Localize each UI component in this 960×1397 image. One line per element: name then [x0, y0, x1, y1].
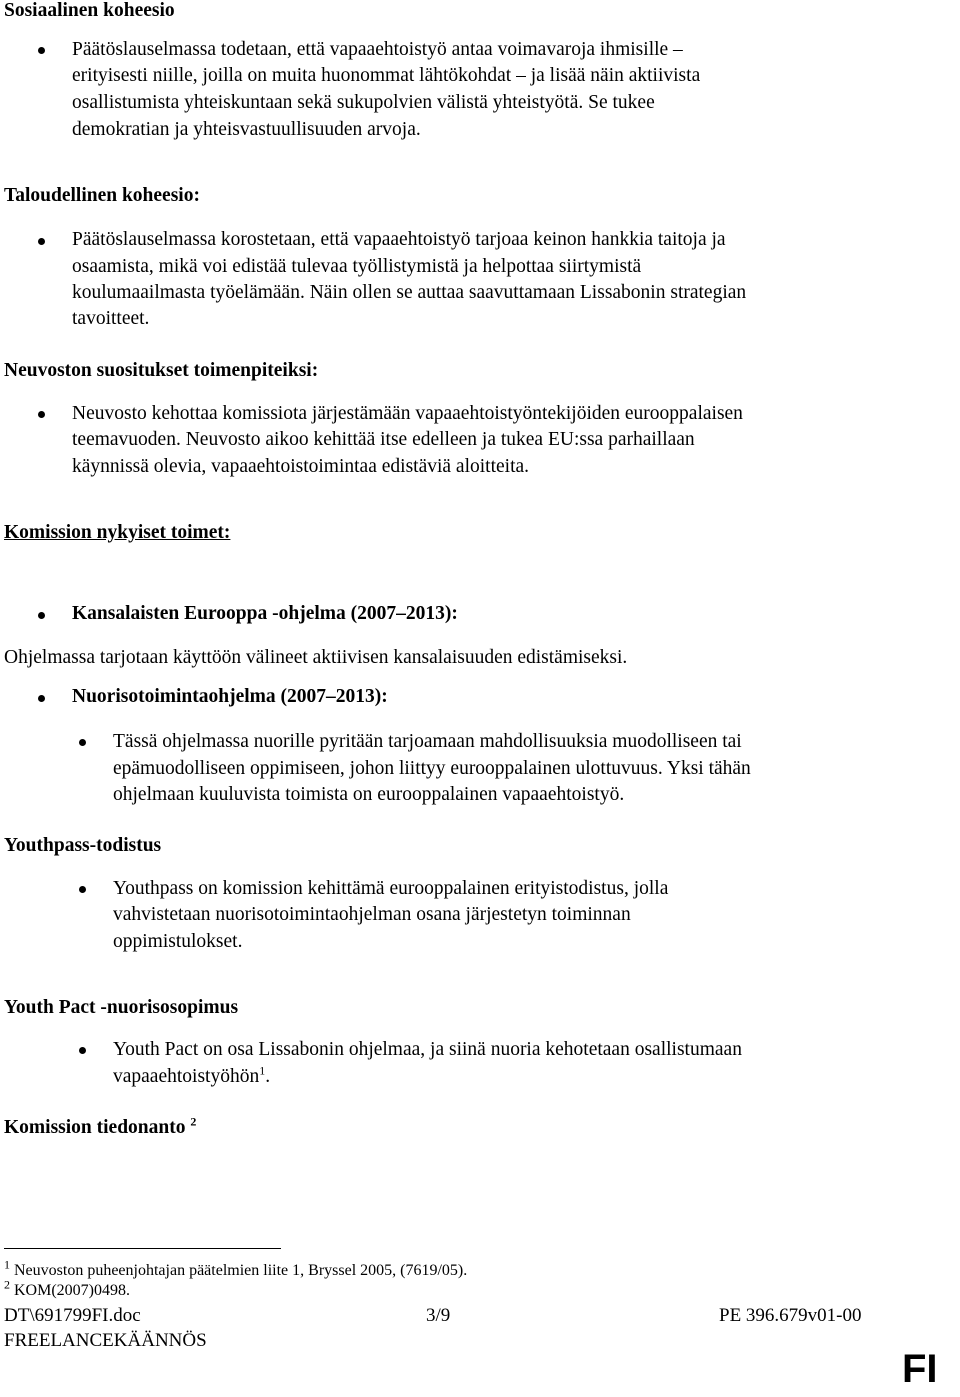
paragraph-line: ohjelmaan kuuluvista toimista on eurooppalainen vapaaehtoistyö.: [113, 784, 625, 805]
paragraph-line: epämuodolliseen oppimiseen, johon liittyy eurooppalainen ulottuvuus. Yksi tähän: [113, 758, 751, 779]
heading-text: Komission tiedonanto: [4, 1117, 186, 1138]
section-heading-commission-actions: Komission nykyiset toimet:: [4, 522, 231, 543]
paragraph-line: koulumaailmasta työelämään. Näin ollen se auttaa saavuttamaan Lissabonin strategian: [72, 282, 747, 303]
paragraph-line: Youthpass on komission kehittämä eurooppalainen erityistodistus, jolla: [113, 878, 669, 899]
paragraph-line: Tässä ohjelmassa nuorille pyritään tarjoamaan mahdollisuuksia muodolliseen tai: [113, 731, 742, 752]
footnote-number: 1: [4, 1257, 10, 1272]
footnote-text: Neuvoston puheenjohtajan päätelmien liite 1, Bryssel 2005, (7619/05).: [14, 1262, 468, 1279]
program-title: Kansalaisten Eurooppa -ohjelma (2007–2013):: [72, 603, 458, 624]
footnote-separator: [4, 1248, 281, 1249]
paragraph-line: Youth Pact on osa Lissabonin ohjelmaa, ja siinä nuoria kehotetaan osallistumaan: [113, 1039, 742, 1060]
bullet-icon: [79, 739, 86, 746]
bullet-icon: [38, 411, 45, 418]
paragraph-line: oppimistulokset.: [113, 931, 243, 952]
section-heading-youthpass: Youthpass-todistus: [4, 835, 162, 856]
section-heading-social-cohesion: Sosiaalinen koheesio: [4, 0, 175, 21]
paragraph-end: .: [265, 1066, 271, 1087]
paragraph-line: teemavuoden. Neuvosto aikoo kehittää itse edelleen ja tukea EU:ssa parhaillaan: [72, 429, 695, 450]
footer-language-code: FI: [902, 1347, 938, 1391]
section-heading-commission-communication: [4, 1114, 197, 1139]
footnote-reference[interactable]: 2: [190, 1114, 197, 1129]
section-heading-council-recommendations: Neuvoston suositukset toimenpiteiksi:: [4, 360, 319, 381]
paragraph-line: demokratian ja yhteisvastuullisuuden arvoja.: [72, 119, 421, 140]
bullet-icon: [38, 47, 45, 54]
footer-translation-note: FREELANCEKÄÄNNÖS: [4, 1330, 207, 1351]
footnote-reference[interactable]: 1: [259, 1063, 266, 1078]
bullet-icon: [79, 886, 86, 893]
paragraph-line: osaamista, mikä voi edistää tulevaa työllistymistä ja helpottaa siirtymistä: [72, 256, 642, 277]
footnote-text: KOM(2007)0498.: [14, 1282, 130, 1299]
footnote-number: 2: [4, 1277, 10, 1292]
section-heading-economic-cohesion: Taloudellinen koheesio:: [4, 185, 200, 206]
paragraph-line: [113, 1064, 270, 1091]
paragraph-line: tavoitteet.: [72, 308, 150, 329]
footnote: [4, 1257, 468, 1280]
program-title: Nuorisotoimintaohjelma (2007–2013):: [72, 686, 388, 707]
footnote: [4, 1277, 130, 1300]
paragraph-text: vapaaehtoistyöhön: [113, 1066, 260, 1087]
paragraph-line: Päätöslauselmassa korostetaan, että vapaaehtoistyö tarjoaa keinon hankkia taitoja ja: [72, 229, 726, 250]
program-description: Ohjelmassa tarjotaan käyttöön välineet aktiivisen kansalaisuuden edistämiseksi.: [4, 647, 628, 668]
bullet-icon: [38, 238, 45, 245]
footer-page-number: 3/9: [426, 1305, 451, 1326]
paragraph-line: käynnissä olevia, vapaaehtoistoimintaa edistäviä aloitteita.: [72, 456, 530, 477]
footer-pe-reference: PE 396.679v01-00: [719, 1305, 862, 1326]
section-heading-youth-pact: Youth Pact -nuorisosopimus: [4, 997, 239, 1018]
paragraph-line: osallistumista yhteiskuntaan sekä sukupolvien välistä yhteistyötä. Se tukee: [72, 92, 655, 113]
bullet-icon: [79, 1047, 86, 1054]
paragraph-line: erityisesti niille, joilla on muita huonommat lähtökohdat – ja lisää näin aktiivista: [72, 65, 701, 86]
paragraph-line: vahvistetaan nuorisotoimintaohjelman osana järjestetyn toiminnan: [113, 904, 631, 925]
footer-doc-reference: DT\691799FI.doc: [4, 1305, 141, 1326]
paragraph-line: Neuvosto kehottaa komissiota järjestämään vapaaehtoistyöntekijöiden eurooppalaisen: [72, 403, 743, 424]
bullet-icon: [38, 612, 45, 619]
paragraph-line: Päätöslauselmassa todetaan, että vapaaehtoistyö antaa voimavaroja ihmisille –: [72, 39, 683, 60]
bullet-icon: [38, 695, 45, 702]
